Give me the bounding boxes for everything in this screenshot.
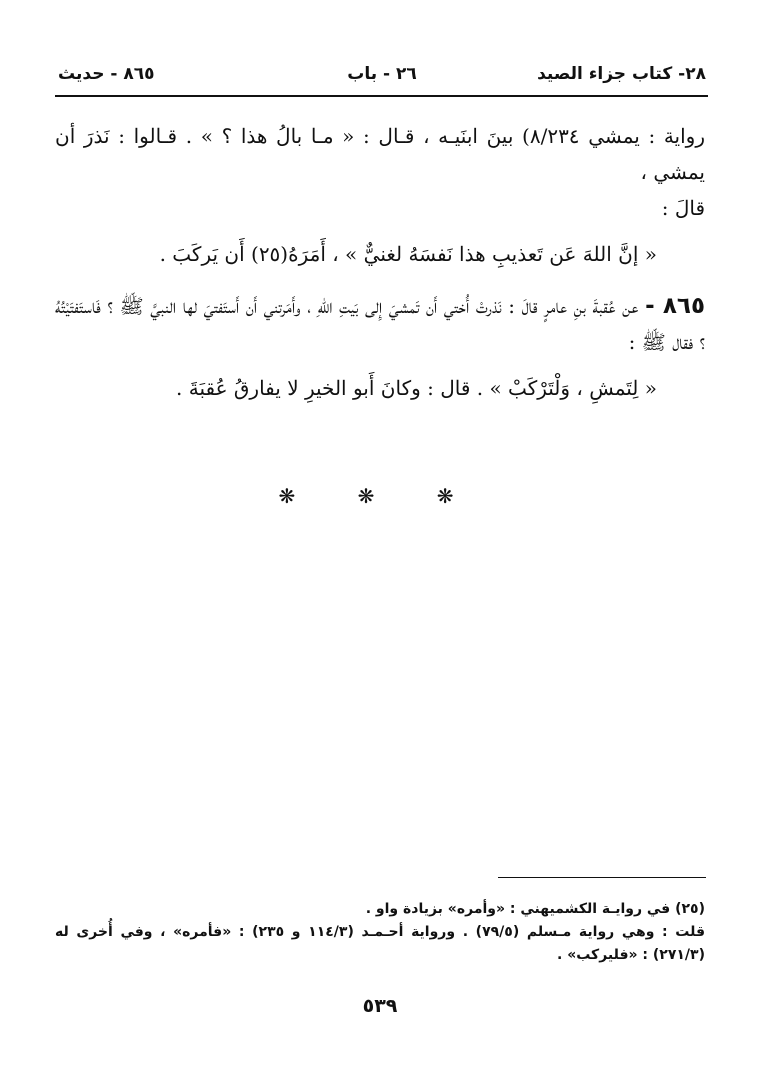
- prophetic-quote-1: « إنَّ اللهَ عَن تَعذيبِ هذا نَفسَهُ لغنيٌّ » ، أَمَرَهُ(٢٥) أَن يَركَبَ .: [159, 242, 657, 266]
- header-book-title: ٢٨- كتاب جزاء الصيد: [537, 64, 706, 84]
- text-line-1: رواية : يمشي ٨/٢٣٤) بينَ ابنَيـه ، قـال : « مـا بالُ هذا ؟ » . قـالوا : نَذرَ أن يمشي ،: [55, 124, 705, 184]
- page-number: ٥٣٩: [362, 995, 398, 1017]
- footnote-comment: قلت : وهي رواية مـسلم (٧٩/٥) . ورواية أحـمـد (١١٤/٣ و ٢٣٥) : «فأمره» ، وفي أُخرى له (٢٧١/٣) : «فليركب» .: [55, 924, 706, 963]
- hadith-number: ٨٦٥ -: [645, 293, 705, 319]
- hadith-865-paragraph: [55, 288, 705, 360]
- footnote-25: (٢٥) في روايـة الكشميهني : «وأمره» بزيادة واو .: [365, 901, 705, 917]
- footnote-rule: [498, 877, 706, 878]
- section-separator: ❋ ❋ ❋: [278, 484, 482, 508]
- running-header: [58, 60, 706, 92]
- header-hadith-ref: ٨٦٥ - حديث: [58, 64, 155, 84]
- header-rule: [55, 95, 708, 97]
- header-chapter: ٢٦ - باب: [347, 64, 417, 84]
- footnotes: [55, 898, 705, 967]
- text-line-2: قالَ :: [661, 196, 705, 220]
- hadith-865-text: عن عُقبةَ بنِ عامرٍ قالَ : نَذرتْ أُختي أَن تَمشيَ إِلى بَيتِ اللهِ ، وأَمَرتني أَن أَستَفتيَ لها النبيَّ ﷺ ؟ فَاستَفتَيْتُهُ ؟ فقال ﷺ :: [55, 294, 705, 354]
- main-text: [55, 118, 705, 406]
- prophetic-quote-2: « لِتَمشِ ، وَلْتَرْكَبْ » . قال : وكانَ أَبو الخيرِ لا يفارقُ عُقبَةَ .: [176, 376, 657, 400]
